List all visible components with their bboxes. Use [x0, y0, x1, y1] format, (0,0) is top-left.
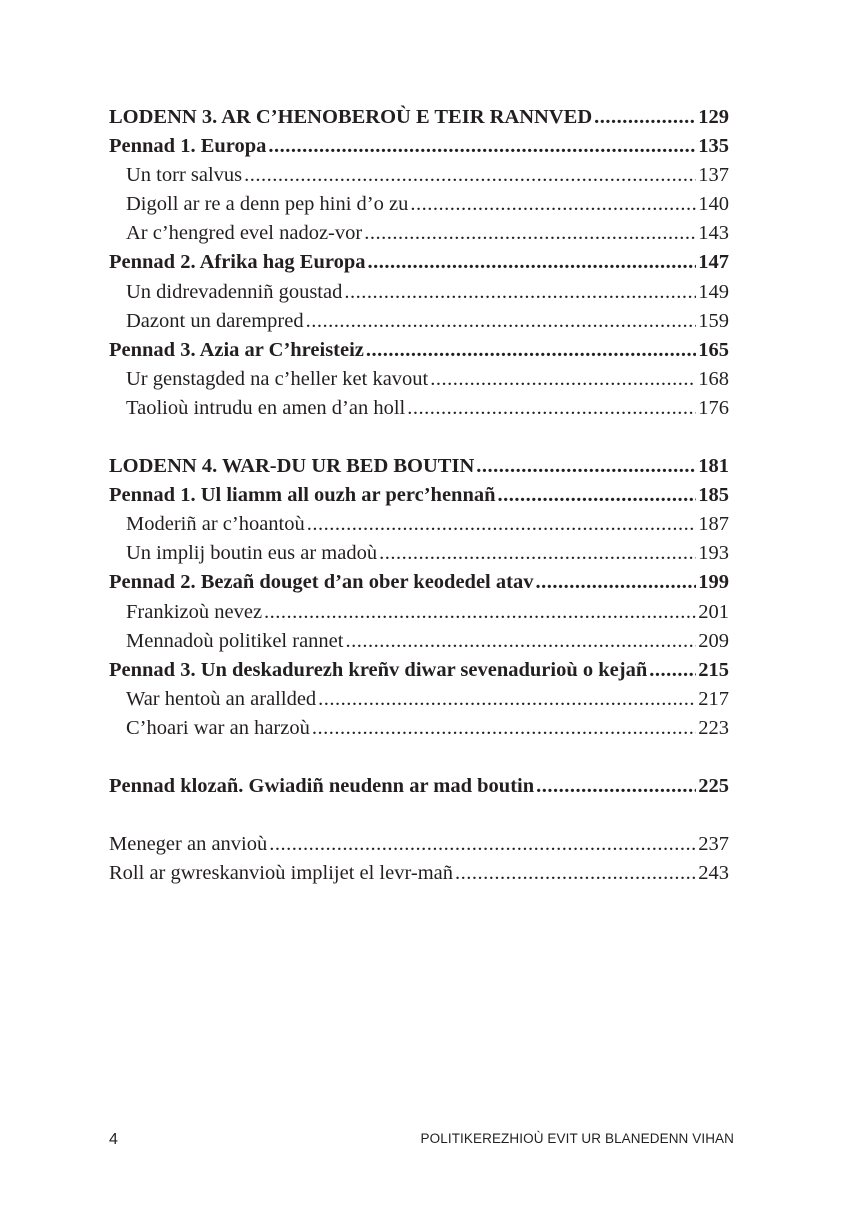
dot-leader	[476, 452, 696, 481]
dot-leader	[312, 714, 696, 743]
spacer	[109, 801, 729, 830]
dot-leader	[594, 103, 696, 132]
toc-title: Pennad 1. Europa	[109, 135, 267, 158]
dot-leader	[306, 307, 697, 336]
toc-chapter	[109, 248, 729, 277]
toc-section	[109, 394, 729, 423]
toc-section	[109, 190, 729, 219]
toc-page-number: 168	[698, 367, 729, 390]
dot-leader	[307, 510, 697, 539]
toc-appendix-item	[109, 859, 729, 888]
toc-title: Pennad 2. Afrika hag Europa	[109, 251, 366, 274]
toc-page-number: 185	[698, 484, 729, 507]
toc-page-number: 243	[698, 862, 729, 885]
toc-section	[109, 219, 729, 248]
page-number: 4	[109, 1131, 118, 1148]
toc-page-number: 201	[698, 600, 729, 623]
dot-leader	[368, 248, 697, 277]
toc-chapter	[109, 568, 729, 597]
toc-page-number: 137	[698, 164, 729, 187]
toc-page-number: 147	[698, 251, 729, 274]
toc-section	[109, 365, 729, 394]
toc-chapter	[109, 336, 729, 365]
toc-title: Moderiñ ar c’hoantoù	[126, 513, 305, 536]
dot-leader	[366, 336, 696, 365]
toc-title: Digoll ar re a denn pep hini d’o zu	[126, 193, 409, 216]
dot-leader	[536, 772, 696, 801]
toc-title: LODENN 4. WAR-DU UR BED BOUTIN	[109, 455, 475, 478]
toc-title: Pennad 3. Azia ar C’hreisteiz	[109, 338, 364, 361]
table-of-contents	[109, 103, 729, 888]
toc-section	[109, 714, 729, 743]
dot-leader	[430, 365, 696, 394]
toc-section	[109, 685, 729, 714]
toc-title: Ur genstagded na c’heller ket kavout	[126, 367, 429, 390]
toc-title: War hentoù an arallded	[126, 687, 317, 710]
toc-title: Meneger an anvioù	[109, 833, 268, 856]
dot-leader	[269, 830, 696, 859]
toc-chapter	[109, 481, 729, 510]
spacer	[109, 743, 729, 772]
toc-title: LODENN 3. AR C’HENOBEROÙ E TEIR RANNVED	[109, 106, 593, 128]
toc-title: Roll ar gwreskanvioù implijet el levr-mañ	[109, 862, 454, 885]
toc-page-number: 215	[698, 658, 729, 681]
dot-leader	[364, 219, 696, 248]
dot-leader	[268, 132, 696, 161]
dot-leader	[379, 539, 696, 568]
dot-leader	[244, 161, 696, 190]
toc-part-heading	[109, 103, 729, 132]
toc-section	[109, 598, 729, 627]
dot-leader	[535, 568, 696, 597]
toc-title: Ar c’hengred evel nadoz-vor	[126, 222, 363, 245]
toc-page-number: 225	[698, 774, 729, 797]
toc-page-number: 181	[698, 455, 729, 478]
dot-leader	[344, 278, 696, 307]
toc-title: Pennad 1. Ul liamm all ouzh ar perc’hennañ	[109, 484, 496, 507]
toc-section	[109, 161, 729, 190]
toc-page-number: 140	[698, 193, 729, 216]
toc-section	[109, 627, 729, 656]
toc-page-number: 129	[698, 106, 729, 128]
toc-page-number: 199	[698, 571, 729, 594]
dot-leader	[318, 685, 696, 714]
toc-chapter	[109, 132, 729, 161]
toc-title: Frankizoù nevez	[126, 600, 263, 623]
dot-leader	[498, 481, 697, 510]
dot-leader	[410, 190, 696, 219]
dot-leader	[407, 394, 696, 423]
toc-title: Pennad 2. Bezañ douget d’an ober keodedel atav	[109, 571, 534, 594]
toc-title: Mennadoù politikel rannet	[126, 629, 344, 652]
spacer	[109, 423, 729, 452]
toc-section	[109, 278, 729, 307]
running-title: POLITIKEREZHIOÙ EVIT UR BLANEDENN VIHAN	[420, 1131, 734, 1146]
toc-title: Un torr salvus	[126, 164, 243, 187]
toc-page-number: 187	[698, 513, 729, 536]
toc-part-heading	[109, 452, 729, 481]
toc-section	[109, 510, 729, 539]
toc-page-number: 143	[698, 222, 729, 245]
toc-title: C’hoari war an harzoù	[126, 716, 310, 739]
dot-leader	[455, 859, 696, 888]
toc-page-number: 159	[698, 309, 729, 332]
toc-page-number: 217	[698, 687, 729, 710]
toc-page-number: 237	[698, 833, 729, 856]
toc-section	[109, 539, 729, 568]
dot-leader	[345, 627, 696, 656]
toc-page-number: 176	[698, 396, 729, 419]
dot-leader	[649, 656, 696, 685]
toc-title: Un didrevadenniñ goustad	[126, 280, 343, 303]
toc-title: Un implij boutin eus ar madoù	[126, 542, 378, 565]
toc-appendix-item	[109, 830, 729, 859]
toc-page-number: 165	[698, 338, 729, 361]
toc-chapter	[109, 772, 729, 801]
toc-chapter	[109, 656, 729, 685]
toc-section	[109, 307, 729, 336]
toc-page-number: 223	[698, 716, 729, 739]
toc-page-number: 193	[698, 542, 729, 565]
toc-page-number: 209	[698, 629, 729, 652]
toc-page-number: 149	[698, 280, 729, 303]
dot-leader	[264, 598, 696, 627]
toc-title: Taolioù intrudu en amen d’an holl	[126, 396, 406, 419]
toc-page-number: 135	[698, 135, 729, 158]
toc-title: Pennad klozañ. Gwiadiñ neudenn ar mad boutin	[109, 774, 535, 797]
toc-title: Pennad 3. Un deskadurezh kreñv diwar sevenadurioù o kejañ	[109, 658, 648, 681]
toc-title: Dazont un darempred	[126, 309, 304, 332]
